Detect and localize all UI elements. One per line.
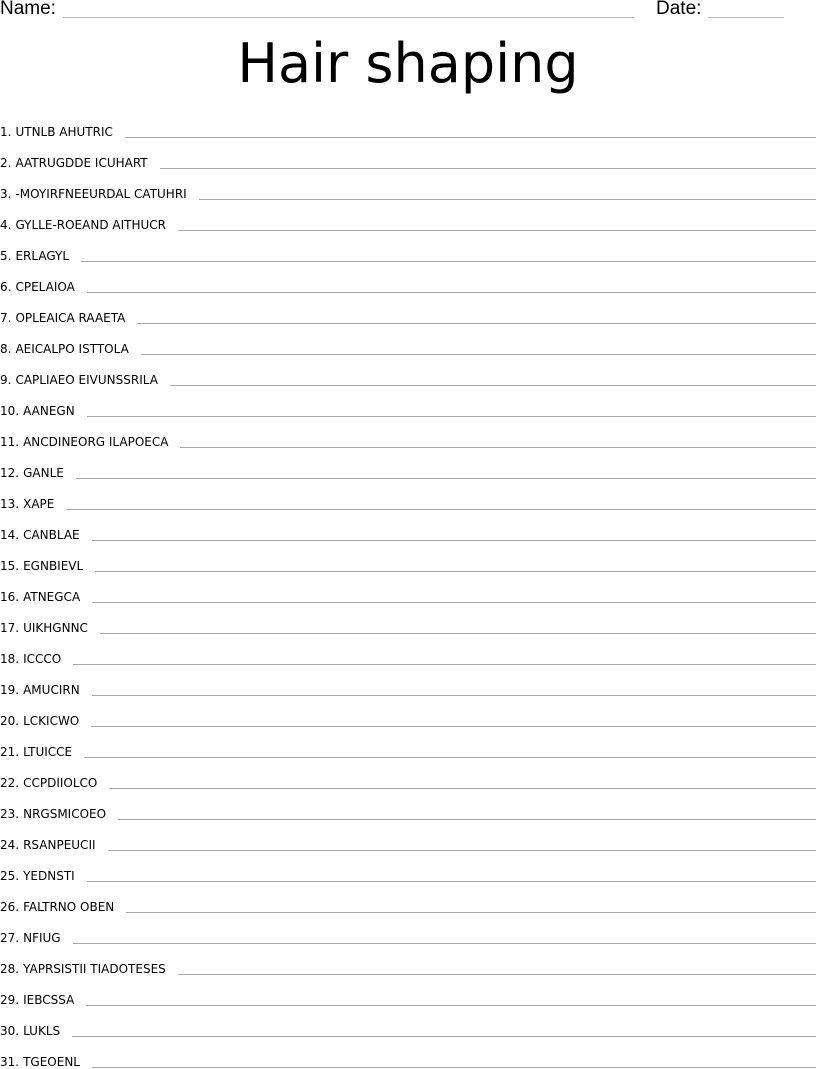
item-number: 27. [0, 931, 20, 945]
answer-line[interactable] [100, 633, 816, 634]
answer-line[interactable] [95, 571, 816, 572]
list-item [0, 914, 816, 945]
list-item [0, 883, 816, 914]
scrambled-word: ERLAGYL [15, 249, 70, 263]
item-number: 1. [0, 125, 12, 139]
item-number: 21. [0, 745, 20, 759]
date-field[interactable] [708, 17, 784, 18]
scrambled-word: FALTRNO OBEN [23, 900, 115, 914]
item-label [0, 1024, 72, 1038]
answer-line[interactable] [72, 1036, 816, 1037]
item-label [0, 280, 87, 294]
item-number: 3. [0, 187, 12, 201]
list-item [0, 635, 816, 666]
item-number: 19. [0, 683, 20, 697]
item-number: 13. [0, 497, 20, 511]
answer-line[interactable] [199, 199, 816, 200]
answer-line[interactable] [141, 354, 816, 355]
answer-line[interactable] [73, 943, 816, 944]
answer-line[interactable] [92, 1067, 816, 1068]
item-label [0, 373, 170, 387]
scrambled-word: CCPDIIOLCO [23, 776, 98, 790]
list-item [0, 790, 816, 821]
item-number: 22. [0, 776, 20, 790]
answer-line[interactable] [170, 385, 816, 386]
item-number: 25. [0, 869, 20, 883]
item-number: 30. [0, 1024, 20, 1038]
scrambled-word: ICCCO [23, 652, 62, 666]
name-field[interactable] [63, 17, 635, 18]
list-item [0, 542, 816, 573]
answer-line[interactable] [66, 509, 816, 510]
item-label [0, 683, 92, 697]
scrambled-word: LTUICCE [23, 745, 73, 759]
scrambled-word: NRGSMICOEO [23, 807, 107, 821]
list-item [0, 139, 816, 170]
item-label [0, 125, 125, 139]
scrambled-word: ANCDINEORG ILAPOECA [23, 435, 169, 449]
scrambled-word: XAPE [23, 497, 55, 511]
scrambled-word: LCKICWO [23, 714, 80, 728]
scrambled-word: RSANPEUCII [23, 838, 96, 852]
answer-line[interactable] [73, 664, 816, 665]
list-item [0, 852, 816, 883]
list-item [0, 108, 816, 139]
list-item [0, 418, 816, 449]
item-label [0, 404, 87, 418]
item-number: 7. [0, 311, 12, 325]
item-number: 23. [0, 807, 20, 821]
list-item [0, 232, 816, 263]
answer-line[interactable] [178, 230, 816, 231]
item-label [0, 218, 178, 232]
item-label [0, 714, 91, 728]
scrambled-word: AANEGN [23, 404, 75, 418]
item-number: 12. [0, 466, 20, 480]
item-label [0, 838, 108, 852]
item-number: 31. [0, 1055, 20, 1069]
list-item [0, 604, 816, 635]
list-item [0, 387, 816, 418]
item-label [0, 621, 100, 635]
item-label [0, 776, 109, 790]
scrambled-word: GANLE [23, 466, 64, 480]
answer-line[interactable] [126, 912, 816, 913]
answer-line[interactable] [180, 447, 816, 448]
item-label [0, 590, 92, 604]
item-label [0, 156, 160, 170]
answer-line[interactable] [87, 881, 816, 882]
scrambled-word: ATNEGCA [23, 590, 81, 604]
item-label [0, 497, 66, 511]
list-item [0, 170, 816, 201]
list-item [0, 821, 816, 852]
scrambled-word: UIKHGNNC [23, 621, 88, 635]
item-label [0, 249, 81, 263]
item-number: 11. [0, 435, 20, 449]
item-label [0, 1055, 92, 1069]
list-item [0, 356, 816, 387]
scrambled-word: CAPLIAEO EIVUNSSRILA [15, 373, 158, 387]
list-item [0, 1007, 816, 1038]
answer-line[interactable] [118, 819, 816, 820]
scrambled-word: YAPRSISTII TIADOTESES [23, 962, 166, 976]
scrambled-word: EGNBIEVL [23, 559, 84, 573]
item-number: 20. [0, 714, 20, 728]
answer-line[interactable] [137, 323, 816, 324]
list-item [0, 759, 816, 790]
answer-line[interactable] [160, 168, 816, 169]
answer-line[interactable] [92, 540, 816, 541]
list-item [0, 263, 816, 294]
item-label [0, 559, 95, 573]
item-label [0, 993, 86, 1007]
item-number: 4. [0, 218, 12, 232]
scrambled-word: AATRUGDDE ICUHART [15, 156, 148, 170]
answer-line[interactable] [76, 478, 816, 479]
answer-line[interactable] [81, 261, 816, 262]
scrambled-word: LUKLS [23, 1024, 61, 1038]
list-item [0, 201, 816, 232]
item-label [0, 745, 84, 759]
list-item [0, 480, 816, 511]
scrambled-word: CPELAIOA [15, 280, 75, 294]
answer-line[interactable] [92, 695, 816, 696]
item-number: 5. [0, 249, 12, 263]
scrambled-word: NFIUG [23, 931, 61, 945]
scrambled-word: GYLLE-ROEAND AITHUCR [15, 218, 166, 232]
answer-line[interactable] [125, 137, 816, 138]
item-number: 29. [0, 993, 20, 1007]
answer-line[interactable] [84, 757, 816, 758]
item-label [0, 187, 199, 201]
item-label [0, 869, 87, 883]
item-number: 2. [0, 156, 12, 170]
item-label [0, 435, 180, 449]
list-item [0, 976, 816, 1007]
list-item [0, 728, 816, 759]
scrambled-word: UTNLB AHUTRIC [15, 125, 113, 139]
scrambled-word: CANBLAE [23, 528, 80, 542]
item-number: 9. [0, 373, 12, 387]
list-item [0, 945, 816, 976]
scrambled-word: TGEOENL [23, 1055, 80, 1069]
item-number: 16. [0, 590, 20, 604]
item-label [0, 311, 137, 325]
item-label [0, 931, 73, 945]
answer-line[interactable] [91, 726, 816, 727]
item-label [0, 466, 76, 480]
list-item [0, 573, 816, 604]
item-number: 6. [0, 280, 12, 294]
scrambled-word: IEBCSSA [23, 993, 75, 1007]
list-item [0, 666, 816, 697]
item-label [0, 342, 141, 356]
item-number: 17. [0, 621, 20, 635]
item-label [0, 528, 92, 542]
item-number: 28. [0, 962, 20, 976]
page-title: Hair shaping [237, 32, 579, 95]
item-number: 15. [0, 559, 20, 573]
scrambled-word: AMUCIRN [23, 683, 80, 697]
item-number: 8. [0, 342, 12, 356]
item-label [0, 652, 73, 666]
item-label [0, 962, 178, 976]
name-label: Name: [0, 0, 56, 19]
answer-line[interactable] [87, 292, 816, 293]
item-number: 24. [0, 838, 20, 852]
worksheet-header [0, 0, 816, 24]
scrambled-word: AEICALPO ISTTOLA [15, 342, 129, 356]
scrambled-word: OPLEAICA RAAETA [15, 311, 126, 325]
item-number: 10. [0, 404, 20, 418]
list-item [0, 697, 816, 728]
list-item [0, 511, 816, 542]
list-item [0, 1038, 816, 1069]
item-label [0, 900, 126, 914]
scrambled-word: YEDNSTI [23, 869, 75, 883]
item-label [0, 807, 118, 821]
item-number: 18. [0, 652, 20, 666]
list-item [0, 449, 816, 480]
scramble-list [0, 108, 816, 1069]
scrambled-word: -MOYIRFNEEURDAL CATUHRI [15, 187, 187, 201]
answer-line[interactable] [178, 974, 816, 975]
list-item [0, 294, 816, 325]
answer-line[interactable] [92, 602, 816, 603]
answer-line[interactable] [86, 1005, 816, 1006]
list-item [0, 325, 816, 356]
answer-line[interactable] [109, 788, 816, 789]
item-number: 14. [0, 528, 20, 542]
answer-line[interactable] [108, 850, 816, 851]
answer-line[interactable] [87, 416, 816, 417]
date-label: Date: [656, 0, 702, 19]
item-number: 26. [0, 900, 20, 914]
